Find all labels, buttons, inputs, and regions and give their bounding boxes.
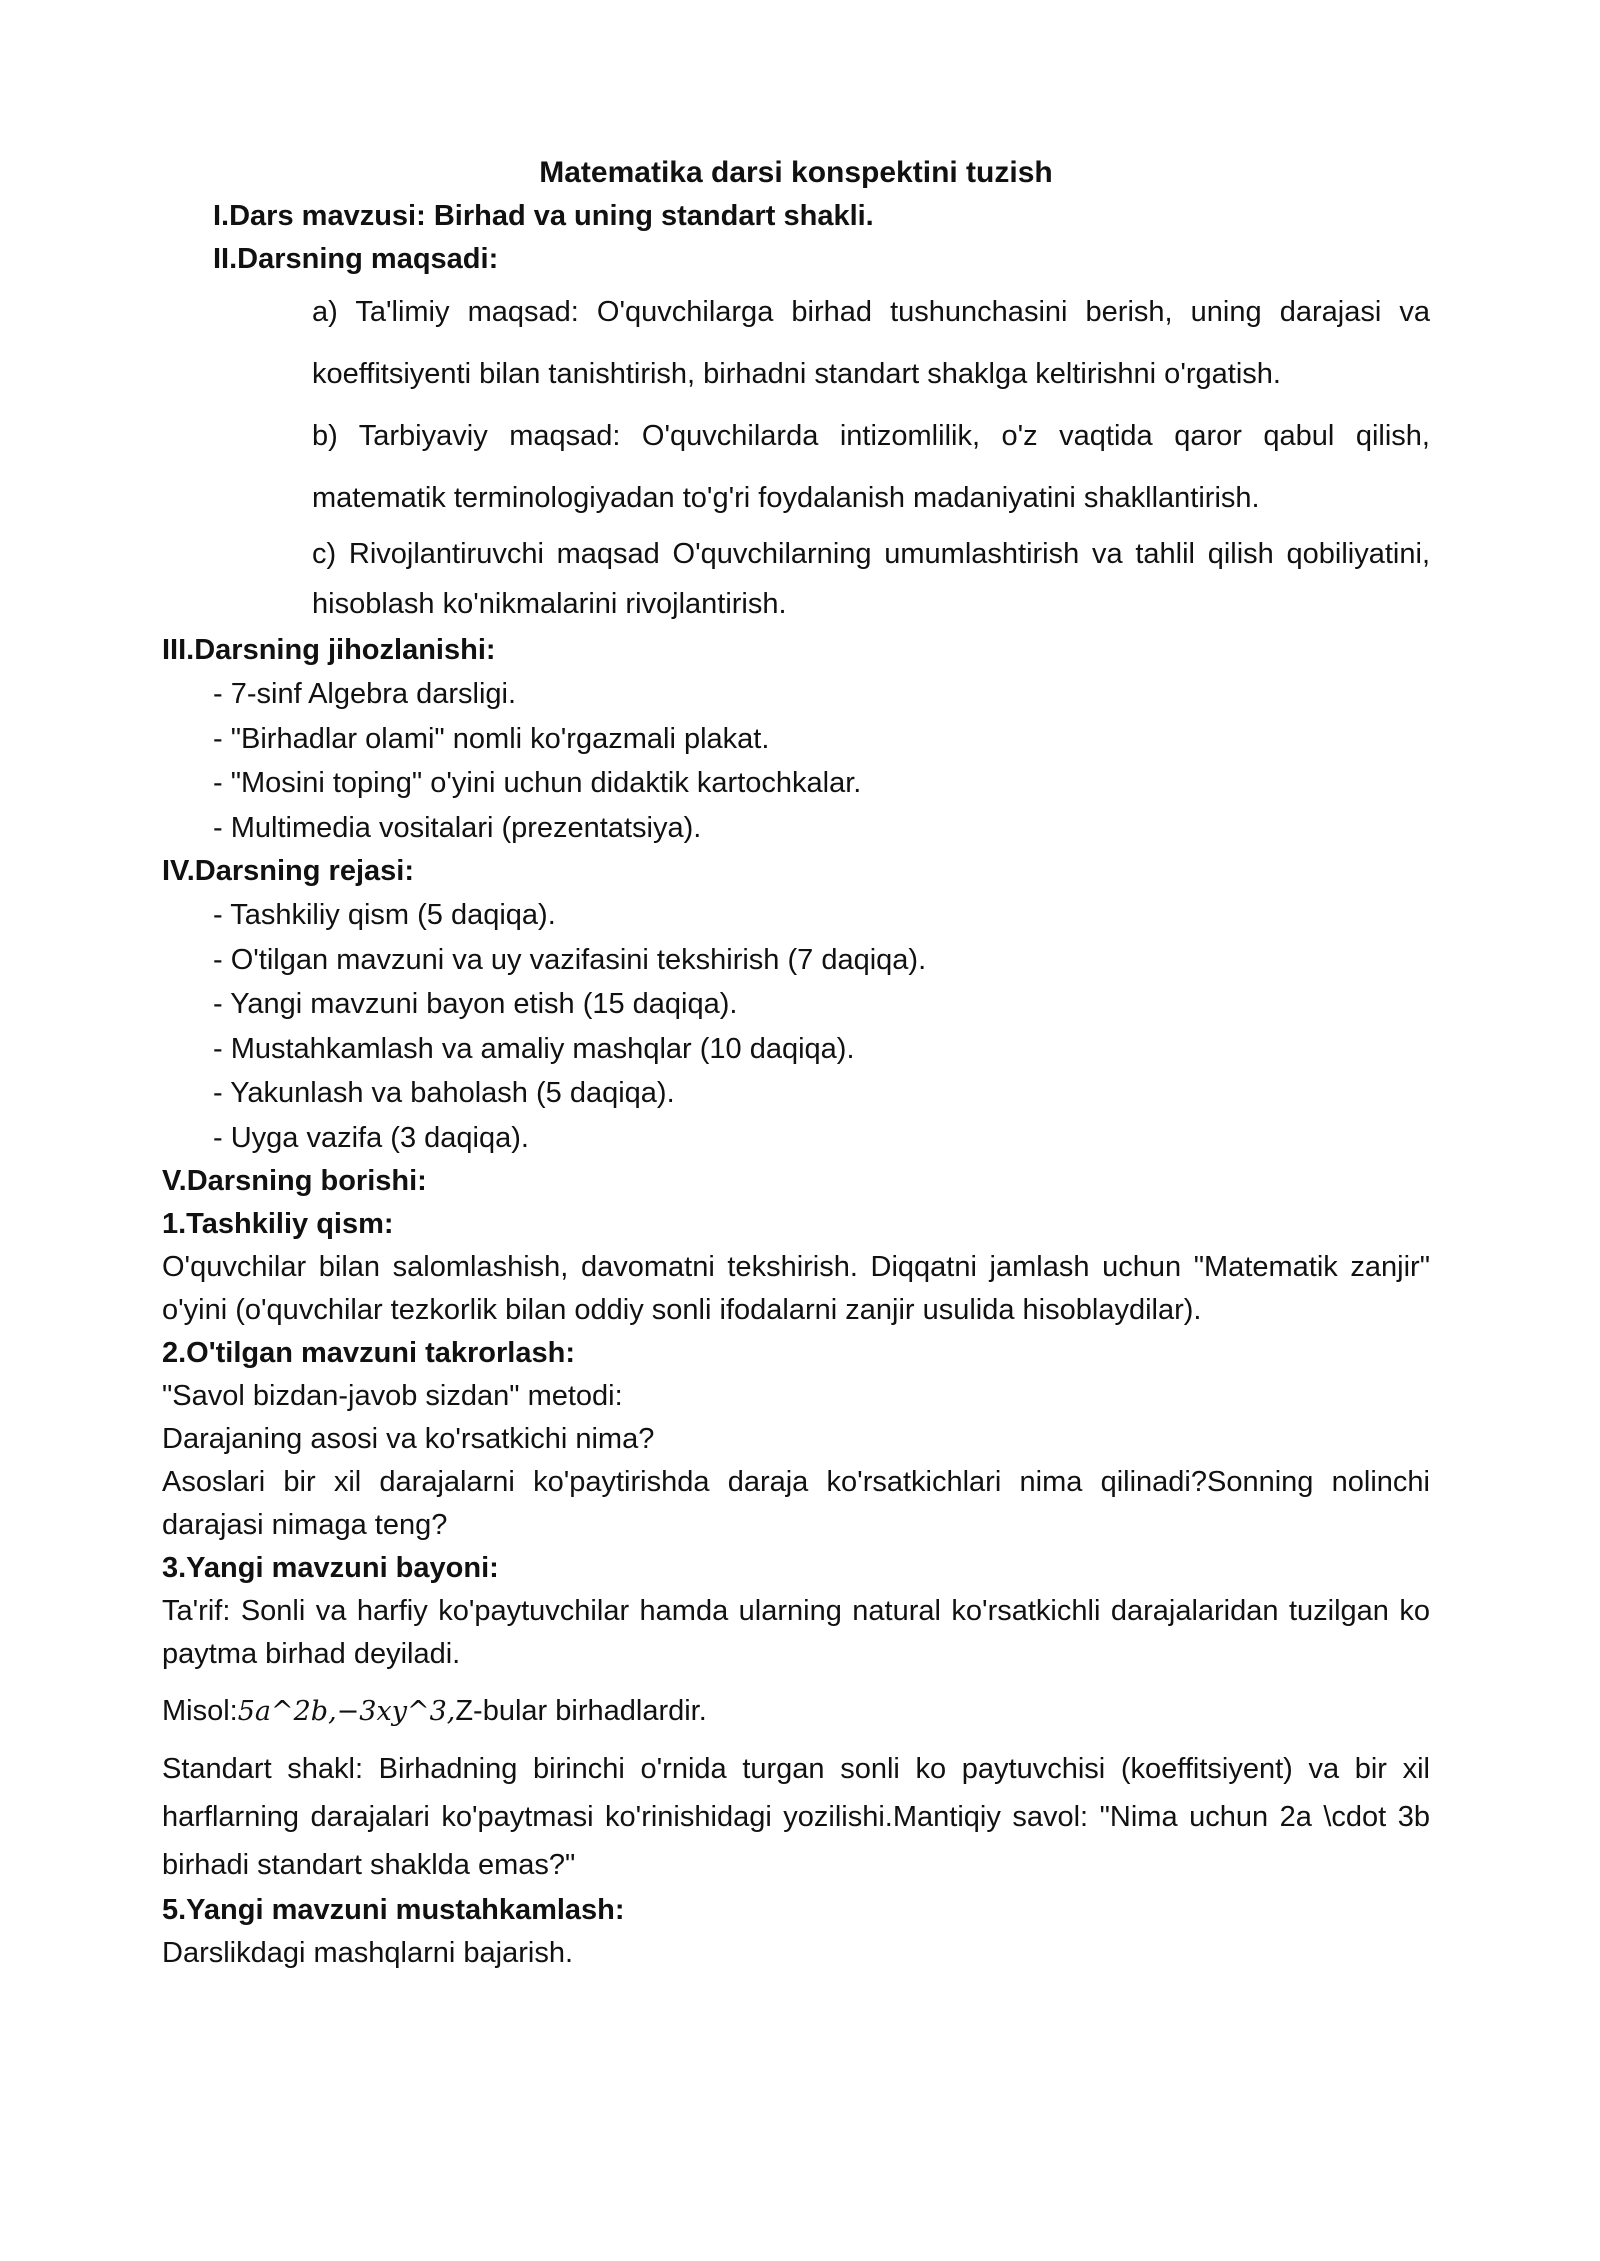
goal-educational: a) Ta'limiy maqsad: O'quvchilarga birhad tushunchasini berish, uning darajasi va koeffitsiyenti bilan tanishtirish, birhadni standart shaklga keltirishni o'rgatish.	[312, 296, 1430, 390]
example-math: 5a^2b,−3xy^3,	[237, 1696, 456, 1727]
list-item: - 7-sinf Algebra darsligi.	[213, 678, 517, 710]
section-3-example	[162, 1690, 1430, 1733]
section-2-question-2: Asoslari bir xil darajalarni ko'paytirishda daraja ko'rsatkichlari nima qilinadi?Sonning nolinchi darajasi nimaga teng?	[162, 1466, 1430, 1541]
list-item: - "Birhadlar olami" nomli ko'rgazmali plakat.	[213, 722, 770, 755]
section-1-text: O'quvchilar bilan salomlashish, davomatni tekshirish. Diqqatni jamlash uchun "Matematik zanjir" o'yini (o'quvchilar tezkorlik bilan oddiy sonli ifodalarni zanjir usulida hisoblaydilar).	[162, 1251, 1430, 1326]
list-item: - Yakunlash va baholash (5 daqiqa).	[213, 1077, 675, 1109]
list-item: - Yangi mavzuni bayon etish (15 daqiqa).	[213, 988, 738, 1020]
example-suffix: Z-bular birhadlardir.	[455, 1695, 707, 1727]
plan-heading: IV.Darsning rejasi:	[162, 855, 414, 887]
lesson-goals-heading: II.Darsning maqsadi:	[213, 243, 499, 275]
list-item: - Multimedia vositalari (prezentatsiya).	[213, 811, 702, 844]
list-item: - O'tilgan mavzuni va uy vazifasini tekshirish (7 daqiqa).	[213, 943, 927, 976]
document-title: Matematika darsi konspektini tuzish	[539, 156, 1053, 189]
section-3-standard-form: Standart shakl: Birhadning birinchi o'rnida turgan sonli ko paytuvchisi (koeffitsiyent) va bir xil harflarning darajalari ko'paytmasi ko'rinishidagi yozilishi.Mantiqiy savol: "Nima uchun 2a \cdot 3b birhadi standart shaklda emas?"	[162, 1753, 1430, 1881]
equipment-list	[162, 672, 1430, 850]
list-item: - Uyga vazifa (3 daqiqa).	[213, 1121, 529, 1154]
lesson-process-heading: V.Darsning borishi:	[162, 1165, 427, 1197]
section-1-heading: 1.Tashkiliy qism:	[162, 1208, 394, 1240]
goal-upbringing: b) Tarbiyaviy maqsad: O'quvchilarda intizomlilik, o'z vaqtida qaror qabul qilish, matematik terminologiyadan to'g'ri foydalanish madaniyatini shakllantirish.	[312, 420, 1430, 514]
equipment-heading: III.Darsning jihozlanishi:	[162, 634, 496, 666]
section-2-method: "Savol bizdan-javob sizdan" metodi:	[162, 1380, 623, 1412]
section-2-question-1: Darajaning asosi va ko'rsatkichi nima?	[162, 1423, 655, 1455]
list-item: - Mustahkamlash va amaliy mashqlar (10 daqiqa).	[213, 1032, 855, 1065]
example-prefix: Misol:	[162, 1695, 238, 1727]
section-3-heading: 3.Yangi mavzuni bayoni:	[162, 1552, 499, 1584]
lesson-topic-heading: I.Dars mavzusi: Birhad va uning standart shakli.	[213, 200, 874, 232]
list-item: - Tashkiliy qism (5 daqiqa).	[213, 899, 556, 931]
document-body	[162, 150, 1430, 1975]
goal-developmental: c) Rivojlantiruvchi maqsad O'quvchilarning umumlashtirish va tahlil qilish qobiliyatini, hisoblash ko'nikmalarini rivojlantirish.	[312, 538, 1430, 620]
section-5-text: Darslikdagi mashqlarni bajarish.	[162, 1937, 574, 1969]
list-item: - "Mosini toping" o'yini uchun didaktik kartochkalar.	[213, 767, 862, 799]
section-2-heading: 2.O'tilgan mavzuni takrorlash:	[162, 1337, 575, 1369]
section-5-heading: 5.Yangi mavzuni mustahkamlash:	[162, 1894, 625, 1926]
section-3-definition: Ta'rif: Sonli va harfiy ko'paytuvchilar hamda ularning natural ko'rsatkichli darajalaridan tuzilgan ko paytma birhad deyiladi.	[162, 1595, 1430, 1670]
plan-list	[162, 893, 1430, 1160]
